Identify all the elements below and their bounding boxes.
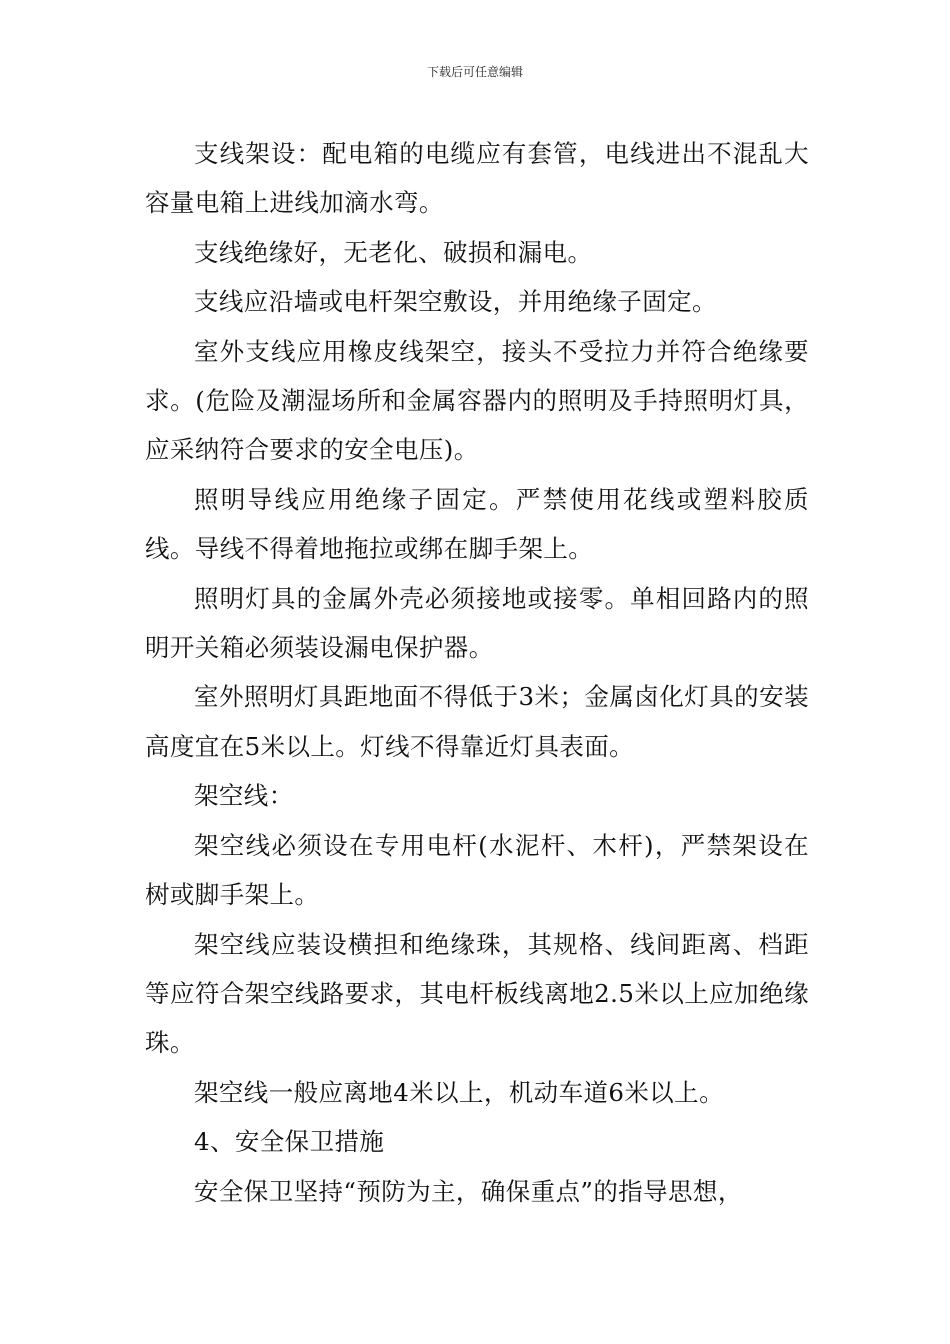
paragraph: 支线架设：配电箱的电缆应有套管，电线进出不混乱大容量电箱上进线加滴水弯。 (145, 139, 809, 218)
paragraph: 安全保卫坚持“预防为主，确保重点”的指导思想， (194, 1176, 743, 1206)
paragraph: 室外照明灯具距地面不得低于3米；金属卤化灯具的安装高度宜在5米以上。灯线不得靠近灯具表面。 (145, 682, 809, 761)
paragraph: 架空线应装设横担和绝缘珠，其规格、线间距离、档距等应符合架空线路要求，其电杆板线离地2.5米以上应加绝缘珠。 (145, 929, 809, 1058)
paragraph: 室外支线应用橡皮线架空，接头不受拉力并符合绝缘要求。(危险及潮湿场所和金属容器内的照明及手持照明灯具，应采纳符合要求的安全电压)。 (145, 336, 809, 465)
page-header-note: 下载后可任意编辑 (426, 65, 523, 79)
section-heading: 4、安全保卫措施 (194, 1127, 385, 1157)
paragraph: 支线绝缘好，无老化、破损和漏电。 (194, 237, 593, 267)
document-body (145, 129, 809, 1216)
paragraph: 架空线必须设在专用电杆(水泥杆、木杆)，严禁架设在树或脚手架上。 (145, 830, 809, 910)
paragraph: 照明导线应用绝缘子固定。严禁使用花线或塑料胶质线。导线不得着地拖拉或绑在脚手架上。 (145, 484, 809, 564)
paragraph: 架空线一般应离地4米以上，机动车道6米以上。 (194, 1077, 724, 1107)
paragraph: 照明灯具的金属外壳必须接地或接零。单相回路内的照明开关箱必须装设漏电保护器。 (145, 583, 809, 663)
section-heading: 架空线： (194, 781, 294, 811)
paragraph: 支线应沿墙或电杆架空敷设，并用绝缘子固定。 (194, 287, 717, 317)
